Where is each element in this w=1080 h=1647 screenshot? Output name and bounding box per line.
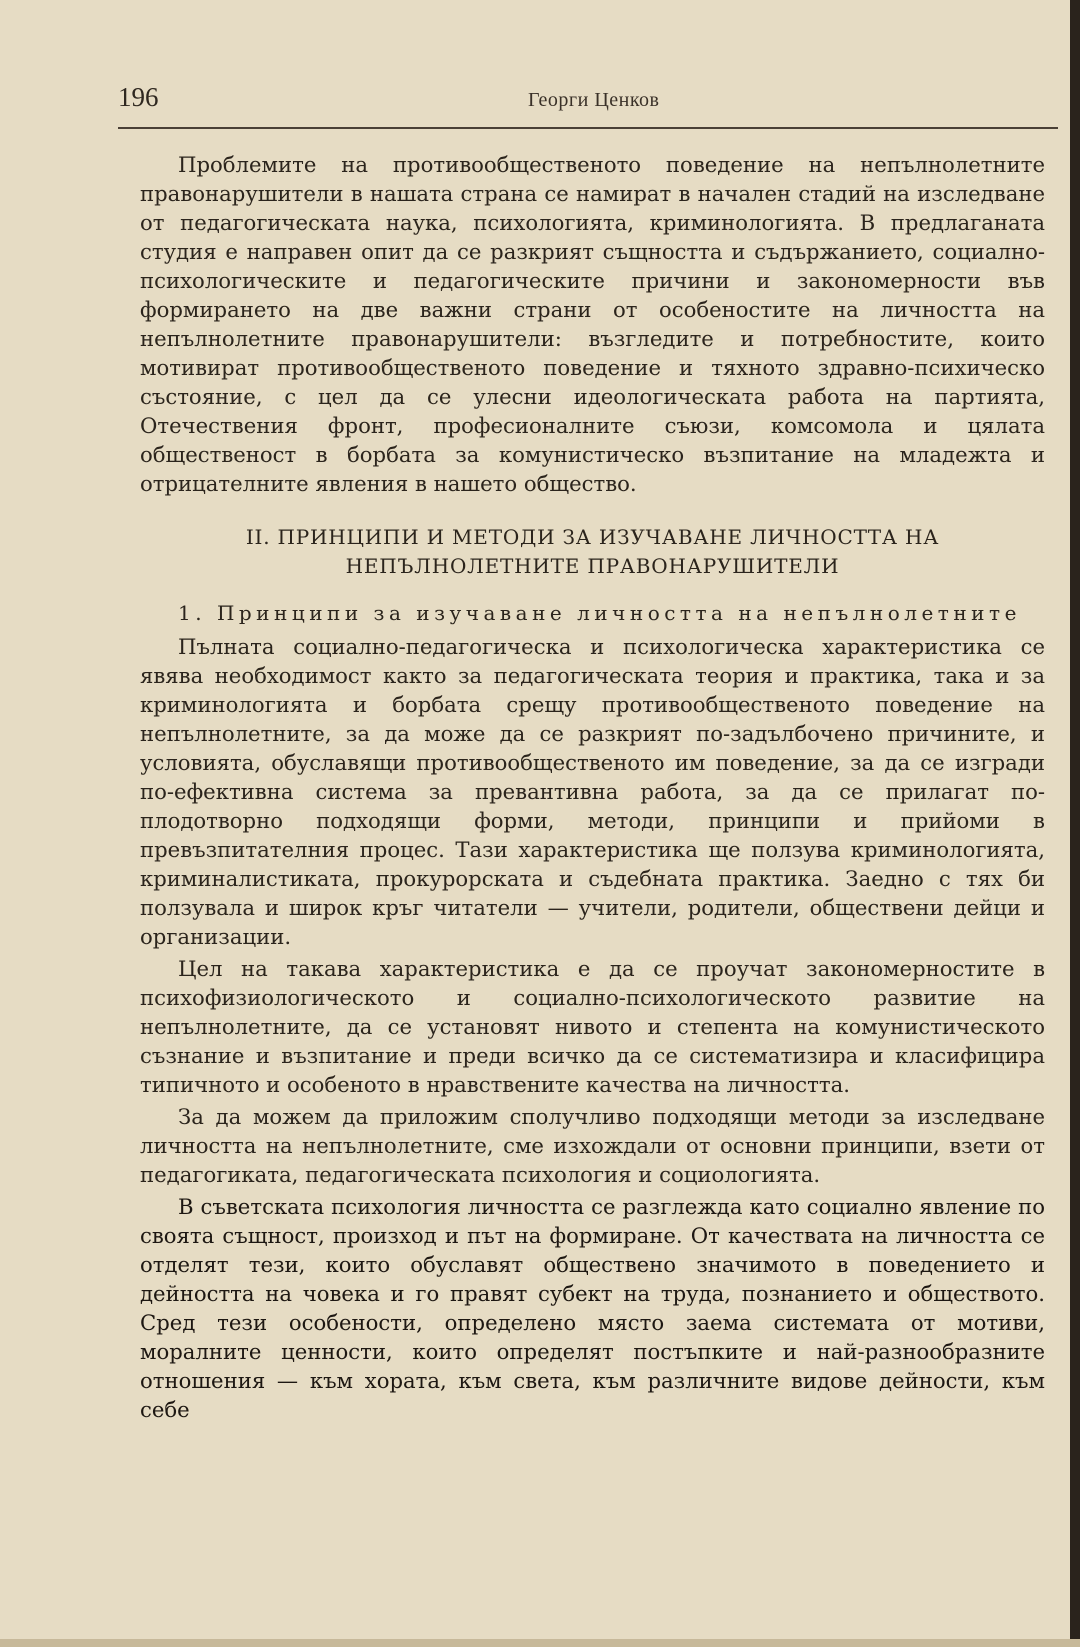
paragraph-2: Цел на такава характеристика е да се проучат закономерностите в психофизиологическото и социално-психологическото развитие на непълнолетните, да се установят нивото и степента на комунистическото съзнание и възпитание и преди всичко да се систематизира и класифицира типичното и особеното в нравствените качества на личността. <box>140 956 1045 1097</box>
paragraph-4: В съветската психология личността се разглежда като социално явление по своята същност, произход и път на формиране. От качествата на личността се отделят тези, които обуславят обществено значимото в поведението и дейността на човека и го правят субект на труда, познанието и обществото. Сред тези особености, определено място заема системата от мотиви, моралните ценности, които определят постъпките и най-разнообразните отношения — към хората, към света, към различните видове дейности, към себе <box>140 1194 1045 1422</box>
running-head-author: Георги Ценков <box>528 89 660 111</box>
paragraph-1: Пълната социално-педагогическа и психологическа характеристика се явява необходимост както за педагогическата теория и практика, така и за криминологията и борбата срещу противообщественото поведение на непълнолетните, за да може да се разкрият по-задълбочено причините, и условията, обуславящи противообщественото им поведение, за да се изгради по-ефективна система за превантивна работа, за да се прилагат по-плодотворно подходящи форми, методи, принципи и прийоми в превъзпитателния процес. Тази характеристика ще ползува криминологията, криминалистиката, прокурорската и съдебната практика. Заедно с тях би ползувала и широк кръг читатели — учители, родители, обществени дейци и организации. <box>140 634 1045 949</box>
page-bottom-edge <box>0 1639 1080 1647</box>
section-heading: II. ПРИНЦИПИ И МЕТОДИ ЗА ИЗУЧАВАНЕ ЛИЧНОСТТА НА НЕПЪЛНОЛЕТНИТЕ ПРАВОНАРУШИТЕЛИ <box>245 525 940 578</box>
page-body <box>140 150 1045 1427</box>
page-edge-shadow <box>1070 0 1080 1647</box>
page-number: 196 <box>118 82 159 112</box>
paragraph-3: За да можем да приложим сполучливо подходящи методи за изследване личността на непълнолетните, сме изхождали от основни принципи, взети от педагогиката, педагогическата психология и социологията. <box>140 1104 1045 1187</box>
intro-paragraph: Проблемите на противообщественото поведение на непълнолетните правонарушители в нашата страна се намират в начален стадий на изследване от педагогическата наука, психологията, криминологията. В предлаганата студия е направен опит да се разкрият същността и съдържанието, социално-психологическите и педагогическите причини и закономерности във формирането на две важни страни от особеностите на личността на непълнолетните правонарушители: възгледите и потребностите, които мотивират противообщественото поведение и тяхното здравно-психическо състояние, с цел да се улесни идеологическата работа на партията, Отечествения фронт, професионалните съюзи, комсомола и цялата общественост в борбата за комунистическо възпитание на младежта и отрицателните явления в нашето общество. <box>140 152 1045 496</box>
header-rule <box>118 127 1058 129</box>
subsection-heading: 1. Принципи за изучаване личността на непълнолетните <box>178 601 1021 625</box>
page-header <box>118 82 1053 124</box>
